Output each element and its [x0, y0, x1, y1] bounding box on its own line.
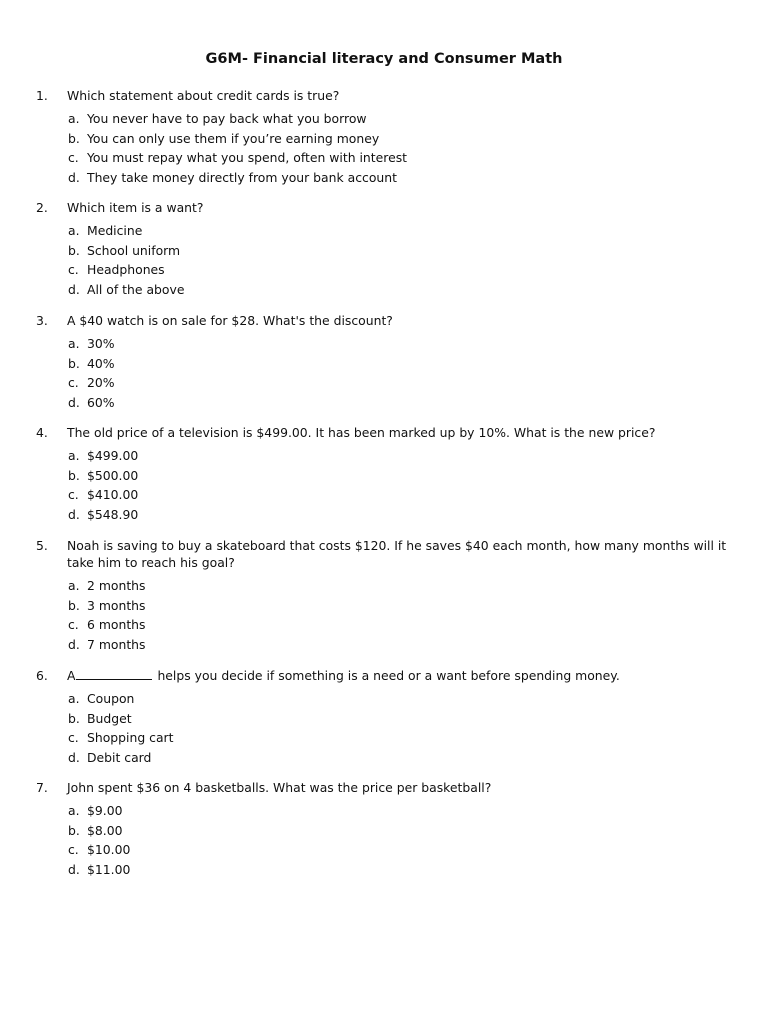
- question-1-options: [0, 110, 768, 188]
- question-text: John spent $36 on 4 basketballs. What was the price per basketball?: [67, 780, 492, 795]
- option-text: 20%: [87, 375, 115, 391]
- question-6-options: [0, 690, 768, 768]
- option-c: [0, 486, 768, 506]
- option-letter: c.: [68, 617, 79, 633]
- option-letter: a.: [68, 111, 80, 126]
- option-b: [0, 130, 768, 150]
- option-b: [0, 822, 768, 842]
- option-c: [0, 261, 768, 281]
- question-number: 7.: [36, 780, 48, 795]
- option-text: $548.90: [87, 506, 139, 522]
- option-text: $499.00: [87, 448, 139, 463]
- option-letter: d.: [68, 394, 80, 410]
- option-text: Headphones: [87, 262, 165, 278]
- worksheet-title: G6M- Financial literacy and Consumer Math: [205, 51, 563, 67]
- question-number: 3.: [36, 313, 48, 328]
- option-letter: c.: [68, 730, 79, 746]
- option-letter: c.: [68, 262, 79, 278]
- option-c: [0, 149, 768, 169]
- option-text: 7 months: [87, 636, 146, 652]
- option-letter: d.: [68, 281, 80, 297]
- option-d: [0, 169, 768, 189]
- option-d: [0, 749, 768, 769]
- question-number: 2.: [36, 200, 48, 215]
- question-number: 5.: [36, 538, 48, 553]
- option-text: 6 months: [87, 617, 146, 633]
- option-text: $410.00: [87, 487, 139, 503]
- option-d: [0, 861, 768, 881]
- option-letter: b.: [68, 130, 80, 146]
- option-text: You must repay what you spend, often with interest: [87, 150, 408, 166]
- option-a: [0, 222, 768, 242]
- question-text: Which item is a want?: [67, 200, 204, 215]
- option-letter: b.: [68, 242, 80, 258]
- option-letter: b.: [68, 597, 80, 613]
- question-text-before: A: [67, 668, 76, 683]
- option-c: [0, 374, 768, 394]
- question-text: Which statement about credit cards is true?: [67, 88, 340, 103]
- option-letter: a.: [68, 448, 80, 463]
- option-text: School uniform: [87, 242, 181, 258]
- option-text: $10.00: [87, 842, 131, 858]
- option-a: [0, 335, 768, 355]
- question-7-options: [0, 802, 768, 880]
- option-d: [0, 506, 768, 526]
- option-c: [0, 729, 768, 749]
- question-4-options: [0, 447, 768, 525]
- question-text: [67, 667, 737, 684]
- option-text: $11.00: [87, 861, 131, 877]
- option-text: 30%: [87, 336, 115, 351]
- option-letter: d.: [68, 636, 80, 652]
- option-a: [0, 690, 768, 710]
- option-text: You never have to pay back what you borrow: [87, 111, 367, 126]
- option-letter: c.: [68, 487, 79, 503]
- option-letter: b.: [68, 710, 80, 726]
- question-number: 1.: [36, 88, 48, 103]
- option-letter: a.: [68, 578, 80, 593]
- option-text: $9.00: [87, 803, 123, 818]
- option-letter: b.: [68, 822, 80, 838]
- option-letter: d.: [68, 506, 80, 522]
- option-text: $8.00: [87, 822, 123, 838]
- option-a: [0, 110, 768, 130]
- option-text: 2 months: [87, 578, 146, 593]
- question-text: A $40 watch is on sale for $28. What's the discount?: [67, 313, 393, 328]
- option-letter: b.: [68, 355, 80, 371]
- option-letter: b.: [68, 467, 80, 483]
- option-text: Shopping cart: [87, 730, 174, 746]
- option-a: [0, 577, 768, 597]
- option-b: [0, 242, 768, 262]
- option-text: 3 months: [87, 597, 146, 613]
- fill-in-blank: [76, 668, 152, 680]
- option-letter: c.: [68, 375, 79, 391]
- option-c: [0, 616, 768, 636]
- option-d: [0, 394, 768, 414]
- question-text: The old price of a television is $499.00. It has been marked up by 10%. What is the new price?: [67, 425, 656, 440]
- question-text-after: helps you decide if something is a need or a want before spending money.: [157, 668, 620, 683]
- question-3-options: [0, 335, 768, 413]
- option-letter: a.: [68, 223, 80, 238]
- question-number: 6.: [36, 668, 48, 683]
- option-text: $500.00: [87, 467, 139, 483]
- option-b: [0, 597, 768, 617]
- option-letter: a.: [68, 803, 80, 818]
- option-b: [0, 710, 768, 730]
- option-c: [0, 841, 768, 861]
- option-a: [0, 802, 768, 822]
- question-text: Noah is saving to buy a skateboard that costs $120. If he saves $40 each month, how many months will it take him to reach his goal?: [67, 538, 727, 570]
- option-letter: a.: [68, 336, 80, 351]
- option-letter: d.: [68, 861, 80, 877]
- question-number: 4.: [36, 425, 48, 440]
- question-5-options: [0, 577, 768, 655]
- option-text: All of the above: [87, 281, 185, 297]
- option-letter: d.: [68, 749, 80, 765]
- option-a: [0, 447, 768, 467]
- option-letter: c.: [68, 842, 79, 858]
- option-text: Debit card: [87, 749, 152, 765]
- option-b: [0, 355, 768, 375]
- option-text: Budget: [87, 710, 132, 726]
- option-text: 40%: [87, 355, 115, 371]
- option-letter: d.: [68, 169, 80, 185]
- option-b: [0, 467, 768, 487]
- option-text: Medicine: [87, 223, 143, 238]
- option-text: You can only use them if you’re earning money: [87, 130, 380, 146]
- option-letter: c.: [68, 150, 79, 166]
- option-text: Coupon: [87, 691, 135, 706]
- option-d: [0, 636, 768, 656]
- option-text: 60%: [87, 394, 115, 410]
- question-2-options: [0, 222, 768, 300]
- option-d: [0, 281, 768, 301]
- option-letter: a.: [68, 691, 80, 706]
- option-text: They take money directly from your bank account: [87, 169, 397, 185]
